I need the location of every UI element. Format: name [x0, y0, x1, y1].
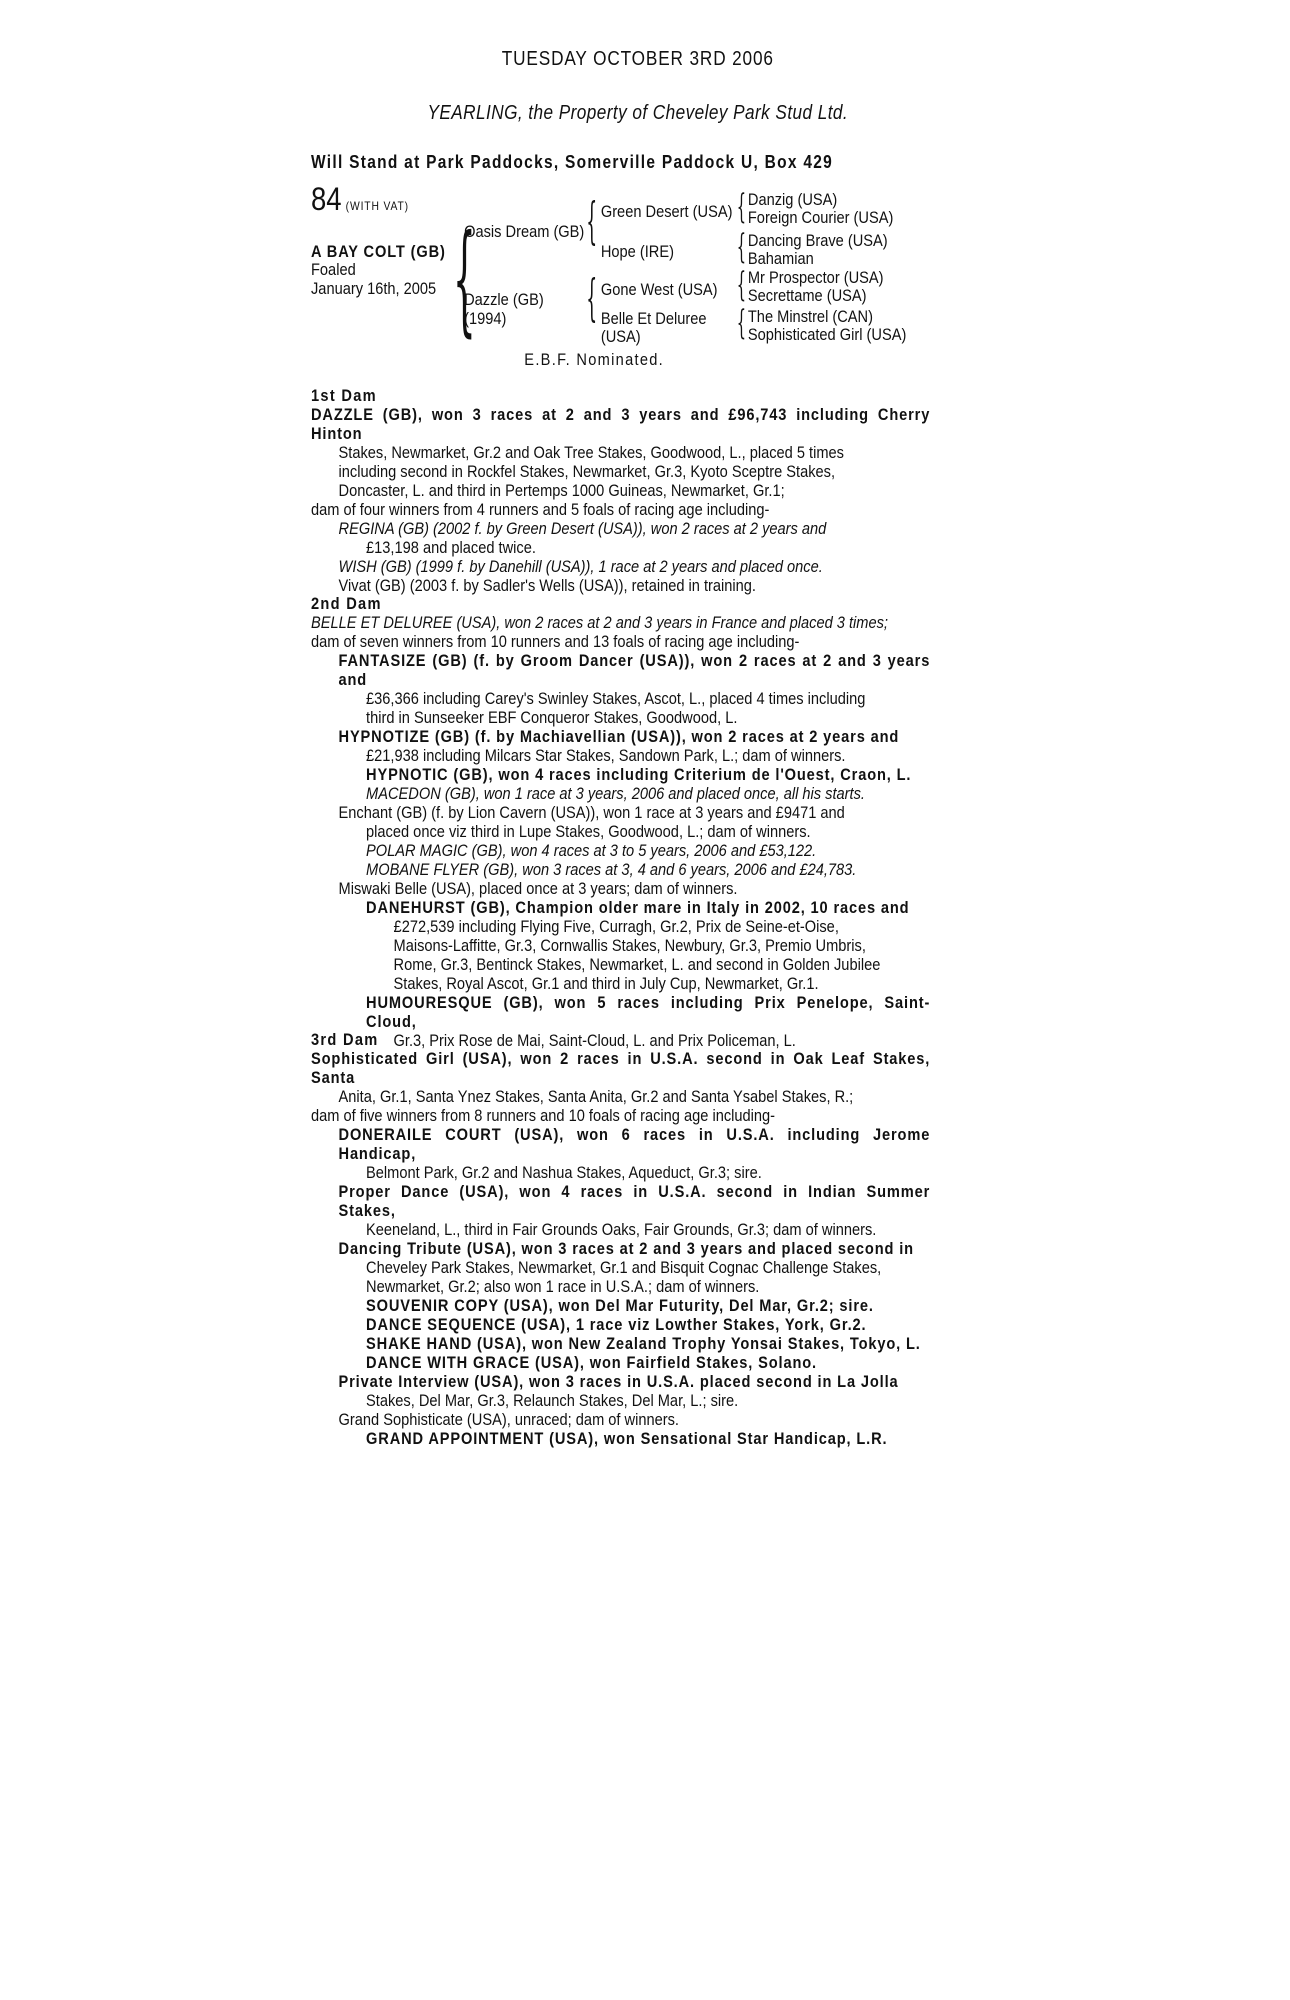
foaled-label: Foaled [311, 260, 356, 279]
dam-text-line: DANCE WITH GRACE (USA), won Fairfield Stakes, Solano. [366, 1353, 817, 1372]
grandsire-brace-4: { [736, 303, 747, 343]
dam-text-line: Sophisticated Girl (USA), won 2 races in U.S.A. second in Oak Leaf Stakes, Santa [311, 1049, 931, 1087]
dam-line-brace: { [586, 269, 598, 327]
dam-dam-line2: (USA) [600, 327, 641, 346]
dam-text-line: HUMOURESQUE (GB), won 5 races including Prix Penelope, Saint-Cloud, [366, 993, 931, 1031]
vat-note: (WITH VAT) [345, 199, 409, 213]
dam-text-line: including second in Rockfel Stakes, Newmarket, Gr.3, Kyoto Sceptre Stakes, [338, 462, 836, 481]
dam-text-line: DANCE SEQUENCE (USA), 1 race viz Lowther Stakes, York, Gr.2. [366, 1315, 867, 1334]
sire-dam: Hope (IRE) [600, 242, 674, 261]
sale-date: TUESDAY OCTOBER 3RD 2006 [501, 48, 774, 70]
first-dam-heading: 1st Dam [311, 386, 377, 405]
ss-sire: Danzig (USA) [747, 190, 838, 209]
dam-text-line: MOBANE FLYER (GB), won 3 races at 3, 4 and 6 years, 2006 and £24,783. [366, 860, 857, 879]
lot-name: A BAY COLT (GB) [311, 242, 446, 261]
dam-text-line: £36,366 including Carey's Swinley Stakes, Ascot, L., placed 4 times including [366, 689, 866, 708]
dam-text-line: Miswaki Belle (USA), placed once at 3 years; dam of winners. [338, 879, 738, 898]
dam-text-line: Doncaster, L. and third in Pertemps 1000 Guineas, Newmarket, Gr.1; [338, 481, 785, 500]
dam-text-line: Maisons-Laffitte, Gr.3, Cornwallis Stakes, Newbury, Gr.3, Premio Umbris, [393, 936, 866, 955]
dam-text-line: HYPNOTIC (GB), won 4 races including Criterium de l'Ouest, Craon, L. [366, 765, 912, 784]
dam-text-line: Newmarket, Gr.2; also won 1 race in U.S.A.; dam of winners. [366, 1277, 760, 1296]
dam-text-line: dam of five winners from 8 runners and 10 foals of racing age including- [311, 1106, 776, 1125]
dam-text-line: £13,198 and placed twice. [366, 538, 536, 557]
sire-name: Oasis Dream (GB) [464, 222, 585, 241]
dam-text-line: Anita, Gr.1, Santa Ynez Stakes, Santa Anita, Gr.2 and Santa Ysabel Stakes, R.; [338, 1087, 854, 1106]
dam-text-line: Vivat (GB) (2003 f. by Sadler's Wells (USA)), retained in training. [338, 576, 756, 595]
grandsire-brace-2: { [736, 227, 747, 267]
dam-text-line: third in Sunseeker EBF Conqueror Stakes, Goodwood, L. [366, 708, 738, 727]
dam-text-line: Dancing Tribute (USA), won 3 races at 2 and 3 years and placed second in [338, 1239, 914, 1258]
dam-text-line: placed once viz third in Lupe Stakes, Goodwood, L.; dam of winners. [366, 822, 811, 841]
lot-number-row [311, 181, 409, 217]
dam-text-line: SOUVENIR COPY (USA), won Del Mar Futurity, Del Mar, Gr.2; sire. [366, 1296, 874, 1315]
dam-text-line: Private Interview (USA), won 3 races in U.S.A. placed second in La Jolla [338, 1372, 899, 1391]
lot-number: 84 [311, 181, 342, 217]
dam-text-line: DANEHURST (GB), Champion older mare in Italy in 2002, 10 races and [366, 898, 910, 917]
sire-dam-brace: { [452, 210, 476, 349]
third-dam-section [311, 1030, 930, 1448]
dam-text-line: FANTASIZE (GB) (f. by Groom Dancer (USA)), won 2 races at 2 and 3 years and [338, 651, 931, 689]
dam-text-line: SHAKE HAND (USA), won New Zealand Trophy Yonsai Stakes, Tokyo, L. [366, 1334, 921, 1353]
sire-sire: Green Desert (USA) [600, 202, 733, 221]
pedigree-table [311, 181, 965, 365]
dam-text-line: POLAR MAGIC (GB), won 4 races at 3 to 5 years, 2006 and £53,122. [366, 841, 817, 860]
dam-text-line: Grand Sophisticate (USA), unraced; dam of winners. [338, 1410, 679, 1429]
dam-text-line: dam of four winners from 4 runners and 5 foals of racing age including- [311, 500, 770, 519]
dam-text-line: dam of seven winners from 10 runners and 13 foals of racing age including- [311, 632, 800, 651]
sire-line-brace: { [586, 192, 598, 250]
sd-sire: Dancing Brave (USA) [747, 231, 888, 250]
ss-dam: Foreign Courier (USA) [747, 208, 894, 227]
dam-year: (1994) [464, 309, 507, 328]
foaled-date: January 16th, 2005 [311, 279, 437, 298]
dam-text-line: DAZZLE (GB), won 3 races at 2 and 3 years and £96,743 including Cherry Hinton [311, 405, 931, 443]
dam-text-line: DONERAILE COURT (USA), won 6 races in U.S.A. including Jerome Handicap, [338, 1125, 931, 1163]
stand-location: Will Stand at Park Paddocks, Somerville Paddock U, Box 429 [311, 152, 834, 172]
ebf-nominated: E.B.F. Nominated. [524, 350, 665, 369]
dam-text-line: HYPNOTIZE (GB) (f. by Machiavellian (USA)), won 2 races at 2 years and [338, 727, 900, 746]
dam-sire: Gone West (USA) [600, 280, 718, 299]
sd-dam: Bahamian [747, 249, 814, 268]
first-dam-section [311, 386, 930, 595]
grandsire-brace-3: { [736, 265, 747, 305]
dam-text-line: Stakes, Newmarket, Gr.2 and Oak Tree Stakes, Goodwood, L., placed 5 times [338, 443, 844, 462]
ds-dam: Secrettame (USA) [747, 286, 867, 305]
dam-text-line: Stakes, Del Mar, Gr.3, Relaunch Stakes, Del Mar, L.; sire. [366, 1391, 739, 1410]
dam-text-line: Rome, Gr.3, Bentinck Stakes, Newmarket, L. and second in Golden Jubilee [393, 955, 881, 974]
dam-text-line: Gr.3, Prix Rose de Mai, Saint-Cloud, L. and Prix Policeman, L. [393, 1031, 796, 1050]
dam-name: Dazzle (GB) [464, 290, 544, 309]
dam-text-line: Enchant (GB) (f. by Lion Cavern (USA)), won 1 race at 3 years and £9471 and [338, 803, 845, 822]
third-dam-heading: 3rd Dam [311, 1030, 379, 1049]
dam-text-line: GRAND APPOINTMENT (USA), won Sensational Star Handicap, L.R. [366, 1429, 888, 1448]
dam-text-line: Keeneland, L., third in Fair Grounds Oaks, Fair Grounds, Gr.3; dam of winners. [366, 1220, 877, 1239]
lot-owner-line: YEARLING, the Property of Cheveley Park Stud Ltd. [427, 102, 849, 124]
second-dam-section [311, 594, 930, 1050]
dam-text-line: REGINA (GB) (2002 f. by Green Desert (USA)), won 2 races at 2 years and [338, 519, 827, 538]
grandsire-brace-1: { [736, 187, 747, 227]
dam-text-line: £21,938 including Milcars Star Stakes, Sandown Park, L.; dam of winners. [366, 746, 846, 765]
dam-dam-line1: Belle Et Deluree [600, 309, 707, 328]
dam-text-line: Cheveley Park Stakes, Newmarket, Gr.1 and Bisquit Cognac Challenge Stakes, [366, 1258, 882, 1277]
second-dam-heading: 2nd Dam [311, 594, 382, 613]
dam-text-line: £272,539 including Flying Five, Curragh, Gr.2, Prix de Seine-et-Oise, [393, 917, 839, 936]
dd-sire: The Minstrel (CAN) [747, 307, 873, 326]
dam-text-line: BELLE ET DELUREE (USA), won 2 races at 2 and 3 years in France and placed 3 times; [311, 613, 888, 632]
dam-text-line: Stakes, Royal Ascot, Gr.1 and third in July Cup, Newmarket, Gr.1. [393, 974, 819, 993]
dam-text-line: MACEDON (GB), won 1 race at 3 years, 2006 and placed once, all his starts. [366, 784, 865, 803]
dam-text-line: Proper Dance (USA), won 4 races in U.S.A. second in Indian Summer Stakes, [338, 1182, 931, 1220]
dam-text-line: WISH (GB) (1999 f. by Danehill (USA)), 1 race at 2 years and placed once. [338, 557, 823, 576]
dam-text-line: Belmont Park, Gr.2 and Nashua Stakes, Aqueduct, Gr.3; sire. [366, 1163, 762, 1182]
ds-sire: Mr Prospector (USA) [747, 268, 884, 287]
dd-dam: Sophisticated Girl (USA) [747, 325, 907, 344]
